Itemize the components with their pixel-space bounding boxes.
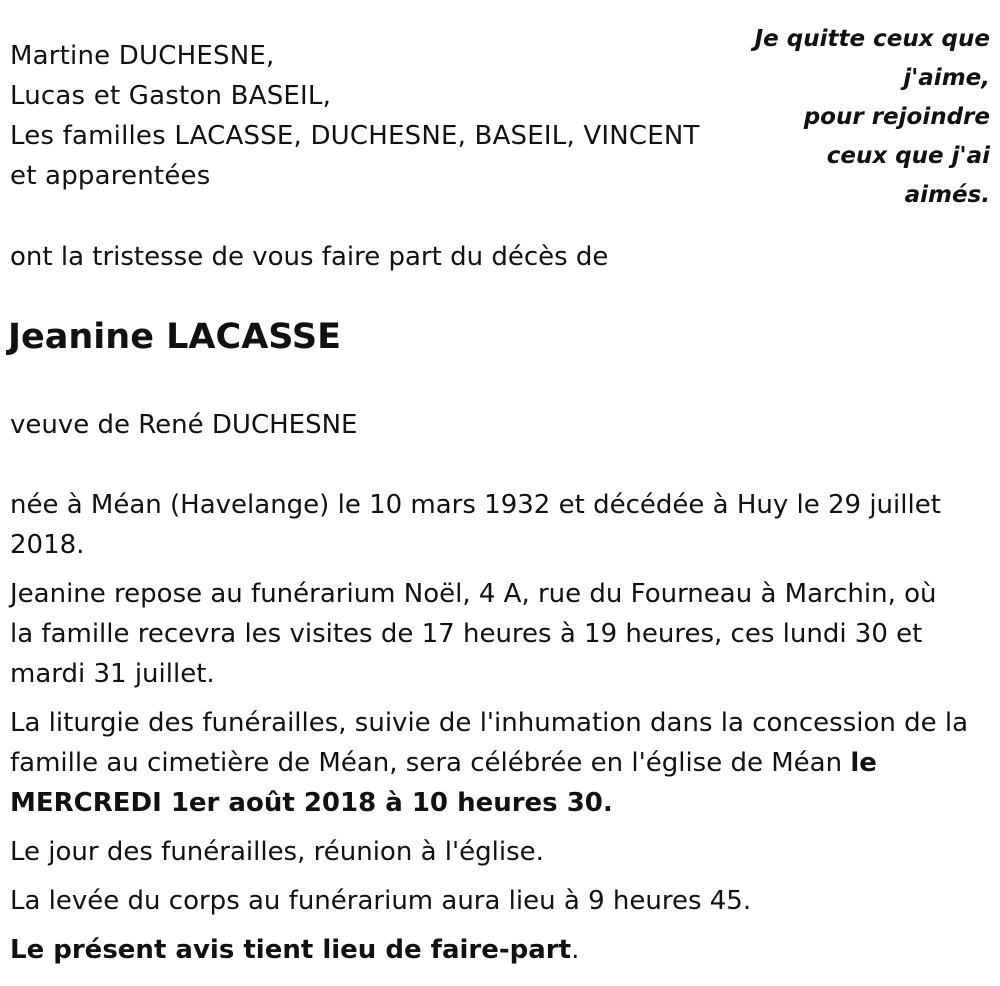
announcement-intro: ont la tristesse de vous faire part du décès de: [10, 242, 609, 272]
text-line: mardi 31 juillet.: [10, 659, 215, 689]
deceased-name: Jeanine LACASSE: [8, 317, 342, 357]
liturgy-paragraph: [10, 703, 985, 823]
family-line: Les familles LACASSE, DUCHESNE, BASEIL, VINCENT: [10, 121, 700, 151]
quote-line: aimés.: [904, 182, 990, 208]
text-line: [10, 748, 877, 778]
body-removal-paragraph: La levée du corps au funérarium aura lieu à 9 heures 45.: [10, 886, 752, 916]
quote-line: Je quitte ceux que: [754, 26, 990, 52]
notice-suffix: .: [571, 935, 580, 965]
family-line: Martine DUCHESNE,: [10, 41, 275, 71]
notice-body: [10, 485, 985, 979]
meeting-paragraph: Le jour des funérailles, réunion à l'église.: [10, 837, 544, 867]
family-line: et apparentées: [10, 161, 211, 191]
notice-paragraph: [10, 930, 985, 970]
family-line: Lucas et Gaston BASEIL,: [10, 81, 332, 111]
quote-line: pour rejoindre: [803, 104, 990, 130]
quote-line: j'aime,: [903, 65, 990, 91]
visitation-paragraph: [10, 574, 985, 694]
family-list: [10, 36, 730, 196]
funeral-date: MERCREDI 1er août 2018 à 10 heures 30.: [10, 788, 613, 818]
birth-death-paragraph: [10, 485, 985, 565]
text-line: la famille recevra les visites de 17 heures à 19 heures, ces lundi 30 et: [10, 619, 923, 649]
text-segment-bold: le: [850, 748, 877, 778]
text-line: La liturgie des funérailles, suivie de l'inhumation dans la concession de la: [10, 708, 969, 738]
text-line: née à Méan (Havelange) le 10 mars 1932 et décédée à Huy le 29 juillet: [10, 490, 941, 520]
widow-of: veuve de René DUCHESNE: [10, 410, 358, 440]
quote-line: ceux que j'ai: [826, 143, 990, 169]
notice-bold: Le présent avis tient lieu de faire-part: [10, 935, 572, 965]
text-line: 2018.: [10, 530, 85, 560]
epitaph-quote: [730, 20, 990, 215]
text-segment: famille au cimetière de Méan, sera célébrée en l'église de Méan: [10, 748, 851, 778]
text-line: Jeanine repose au funérarium Noël, 4 A, rue du Fourneau à Marchin, où: [10, 579, 937, 609]
